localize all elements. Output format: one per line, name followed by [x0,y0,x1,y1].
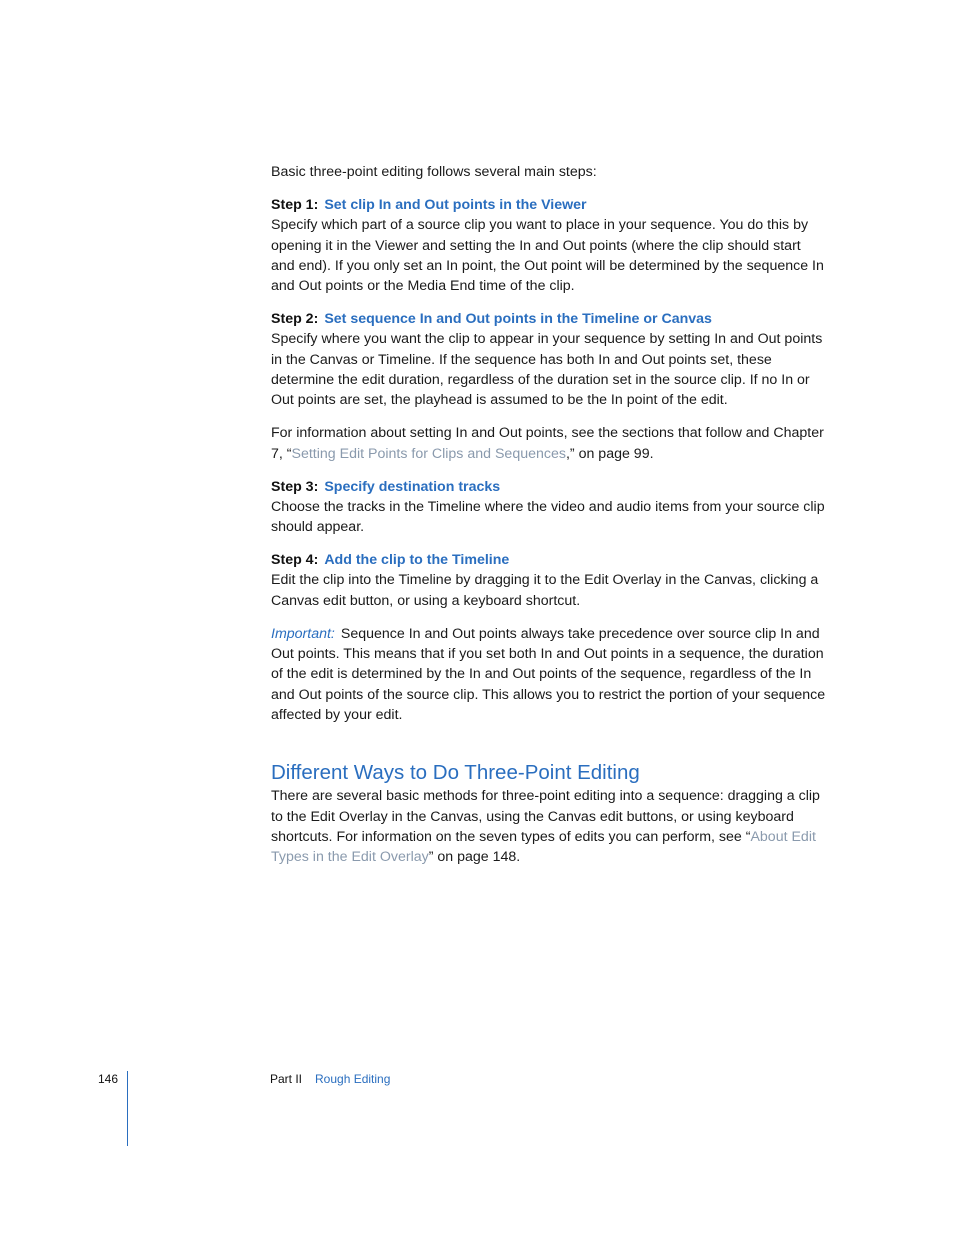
step-2-body: Specify where you want the clip to appear in your sequence by setting In and Out points in the Canvas or Timeline. If the sequence has both In and Out points set, these determine the edit duration, regardless of the duration set in the source clip. If no In or Out points are set, the playhead is assumed to be the In point of the edit. [271,331,823,409]
important-label: Important: [271,625,335,642]
step-2-title: Set sequence In and Out points in the Timeline or Canvas [324,311,712,328]
info-text-before: For information about setting In and Out points, see the sections that follow and Chapter 7, “ [271,425,824,462]
step-1-heading [271,195,827,215]
step-3-title: Specify destination tracks [324,478,501,495]
section-heading: Different Ways to Do Three-Point Editing [271,761,640,785]
important-note [271,624,827,725]
step-1-title: Set clip In and Out points in the Viewer [324,196,587,213]
info-text-after: ,” on page 99. [565,445,654,462]
step-1-label: Step 1: [271,196,319,213]
step-4-heading [271,550,827,570]
edit-types-link[interactable]: About Edit Types in the Edit Overlay [271,828,816,866]
step-3-heading [271,477,827,497]
footer-part-label: Part II [270,1072,303,1086]
step-4-title: Add the clip to the Timeline [324,552,510,569]
step-3 [271,477,827,538]
section-text-after: ” on page 148. [428,849,521,866]
step-3-label: Step 3: [271,478,319,495]
step-4 [271,550,827,611]
info-paragraph [271,423,827,464]
footer-part-title: Rough Editing [315,1072,391,1086]
chapter-7-link[interactable]: Setting Edit Points for Clips and Sequences [291,445,566,462]
step-1 [271,195,827,296]
step-4-body: Edit the clip into the Timeline by dragging it to the Edit Overlay in the Canvas, clicking a Canvas edit button, or using a keyboard shortcut. [271,572,819,609]
step-3-body: Choose the tracks in the Timeline where the video and audio items from your source clip should appear. [271,498,825,536]
section-text-before: There are several basic methods for three-point editing into a sequence: dragging a clip to the Edit Overlay in the Canvas, using the Canvas edit buttons, or using keyboard shortcuts. For information on the seven types of edits you can perform, see “ [271,788,820,845]
step-1-body: Specify which part of a source clip you want to place in your sequence. You do this by opening it in the Viewer and setting the In and Out points (where the clip should start and end). If you only set an In point, the Out point will be determined by the sequence In and Out points or the Media End time of the clip. [271,217,824,295]
section-paragraph [271,786,827,867]
footer-rule [127,1071,128,1146]
intro-paragraph: Basic three-point editing follows several main steps: [271,164,597,180]
important-text: Sequence In and Out points always take precedence over source clip In and Out points. This means that if you set both In and Out points in a sequence, the duration of the edit is determined by the In and Out points of the sequence, regardless of the In and Out points of the source clip. This allows you to restrict the portion of your sequence affected by your edit. [271,625,826,723]
page-body [271,162,827,867]
step-2-heading [271,309,827,329]
step-2-label: Step 2: [271,311,319,328]
step-2 [271,309,827,410]
step-4-label: Step 4: [271,552,319,569]
page-number: 146 [98,1072,119,1086]
